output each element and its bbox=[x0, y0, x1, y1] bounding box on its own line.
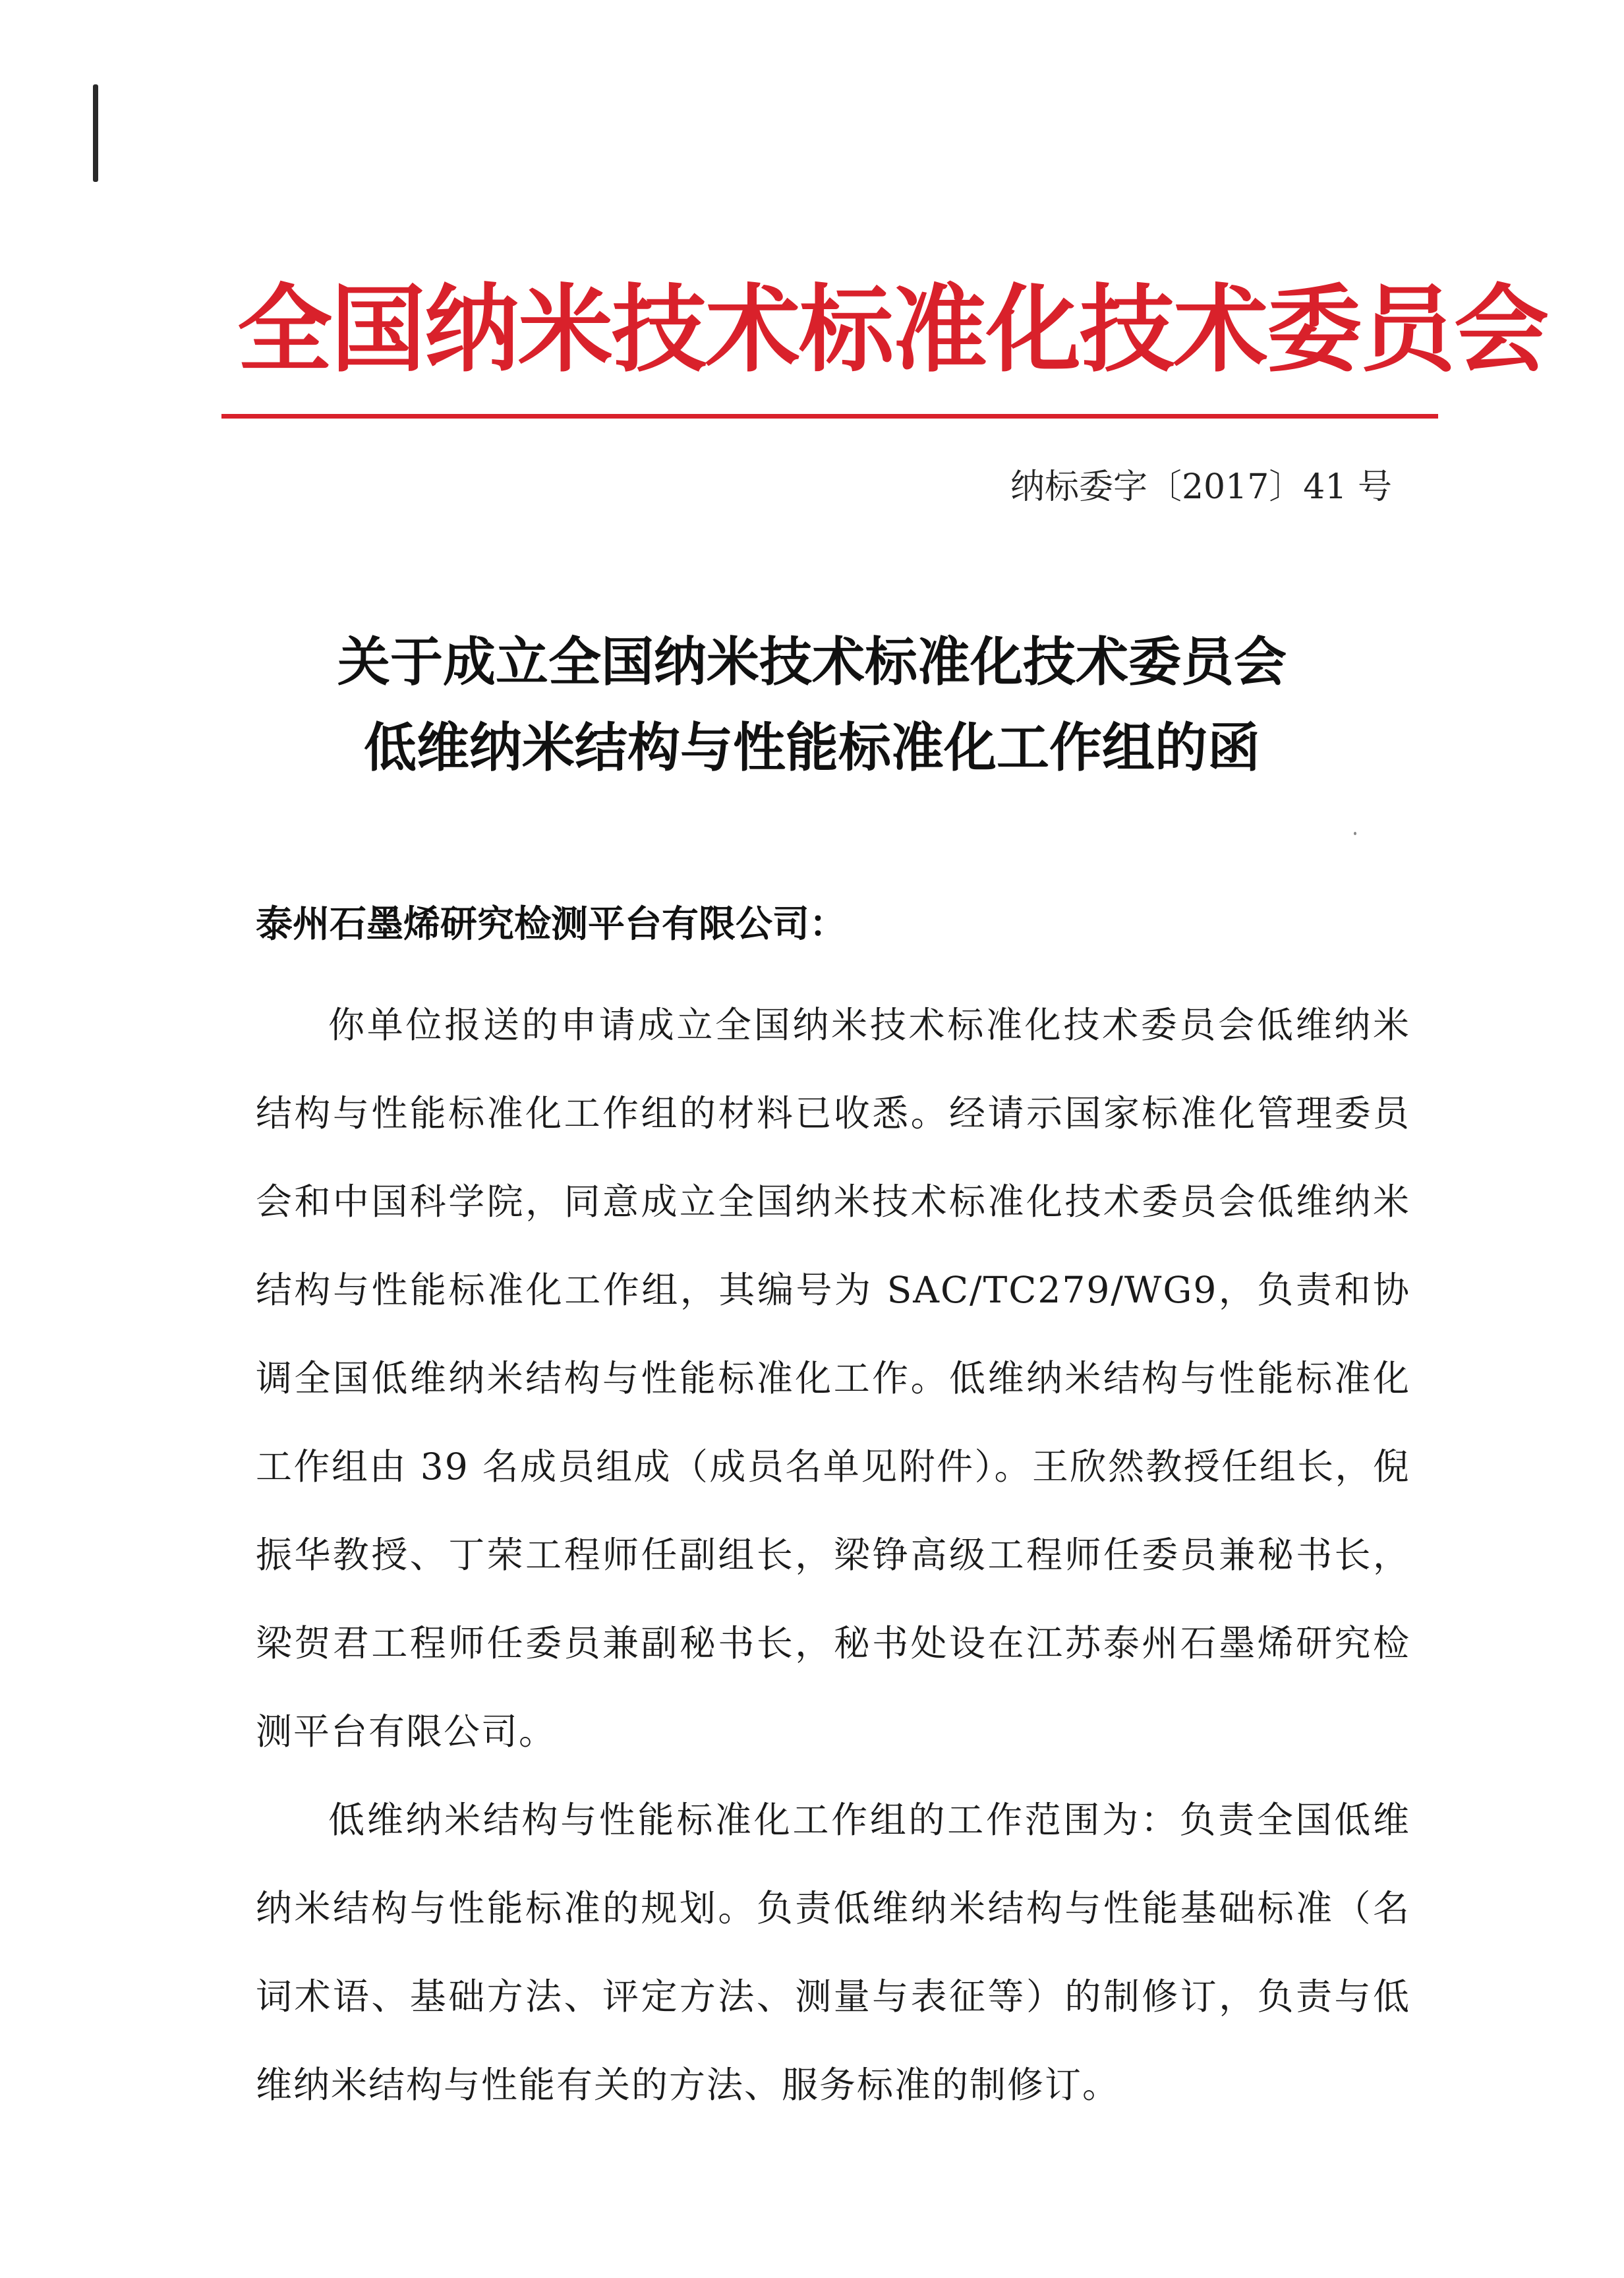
title-line-1: 关于成立全国纳米技术标准化技术委员会 bbox=[337, 631, 1287, 693]
binder-mark bbox=[93, 84, 98, 182]
body-paragraph-1: 你单位报送的申请成立全国纳米技术标准化技术委员会低维纳米结构与性能标准化工作组的材料已收悉。经请示国家标准化管理委员会和中国科学院，同意成立全国纳米技术标准化技术委员会低维纳米结构与性能标准化工作组，其编号为 SAC/TC279/WG9，负责和协调全国低维纳米结构与性能标准化工作。低维纳米结构与性能标准化工作组由 39 名成员组成（成员名单见附件）。王欣然教授任组长，倪振华教授、丁荣工程师任副组长，梁铮高级工程师任委员兼秘书长，梁贺君工程师任委员兼副秘书长，秘书处设在江苏泰州石墨烯研究检测平台有限公司。 bbox=[256, 1004, 1410, 1753]
recipient-salutation: 泰州石墨烯研究检测平台有限公司： bbox=[256, 902, 846, 946]
body-paragraph-2: 低维纳米结构与性能标准化工作组的工作范围为：负责全国低维纳米结构与性能标准的规划。负责低维纳米结构与性能基础标准（名词术语、基础方法、评定方法、测量与表征等）的制修订，负责与低维纳米结构与性能有关的方法、服务标准的制修订。 bbox=[256, 1799, 1410, 2106]
scan-dust-mark bbox=[1354, 832, 1356, 835]
letterhead-org-name: 全国纳米技术标准化技术委员会 bbox=[237, 274, 1548, 385]
title-line-2: 低维纳米结构与性能标准化工作组的函 bbox=[364, 717, 1260, 778]
document-title bbox=[198, 620, 1426, 791]
letter-body bbox=[256, 981, 1410, 2129]
letterhead-red-rule bbox=[221, 414, 1438, 419]
document-number: 纳标委字〔2017〕41 号 bbox=[1010, 467, 1392, 507]
